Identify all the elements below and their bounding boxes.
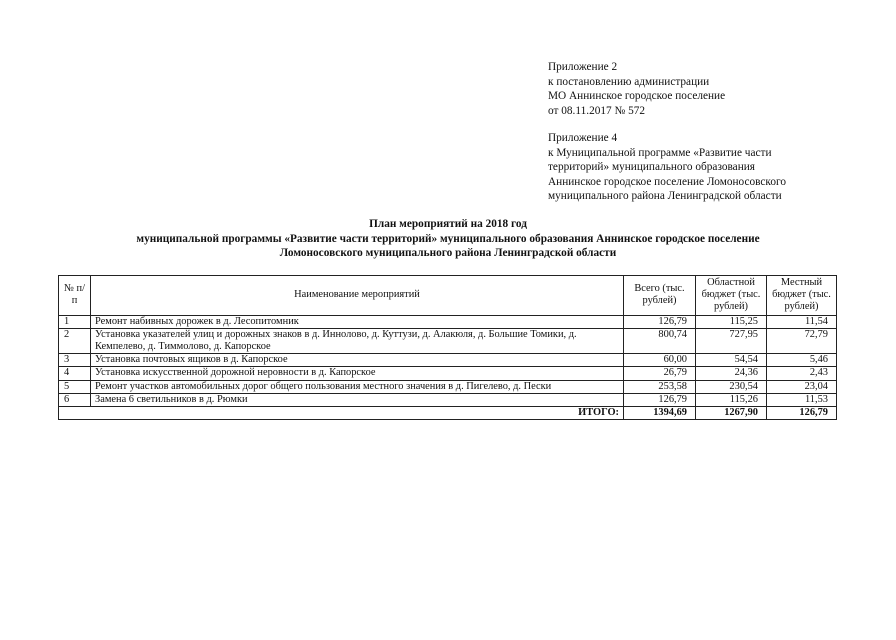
total-local: 126,79 [767, 407, 837, 420]
row-name: Установка указателей улиц и дорожных знаков в д. Иннолово, д. Куттузи, д. Алакюля, д. Большие Томики, д. Кемпелево, д. Тиммолово, д. Капорское [91, 328, 624, 353]
row-local: 72,79 [767, 328, 837, 353]
row-num: 4 [59, 367, 91, 380]
table-row [59, 354, 837, 367]
events-table [58, 275, 837, 420]
row-name: Установка почтовых ящиков в д. Капорское [91, 354, 624, 367]
row-num: 2 [59, 328, 91, 353]
row-local: 11,53 [767, 393, 837, 406]
table-row [59, 367, 837, 380]
row-num: 1 [59, 315, 91, 328]
appendix-4-line: Приложение 4 [548, 132, 618, 144]
row-name: Ремонт участков автомобильных дорог общего пользования местного значения в д. Пигелево, д. Пески [91, 380, 624, 393]
appendix-2-line: от 08.11.2017 № 572 [548, 104, 646, 117]
appendix-4-block [548, 131, 786, 204]
title-line: План мероприятий на 2018 год [369, 218, 527, 230]
table-row [59, 393, 837, 406]
table-header-row [59, 276, 837, 316]
row-local: 5,46 [767, 354, 837, 367]
appendix-4-line: муниципального района Ленинградской области [548, 190, 782, 203]
total-sum: 1394,69 [624, 407, 696, 420]
row-regional: 115,26 [696, 393, 767, 406]
title-line: муниципальной программы «Развитие части территорий» муниципального образования Аннинское городское поселение [136, 232, 760, 245]
row-regional: 54,54 [696, 354, 767, 367]
table-row [59, 315, 837, 328]
table-total-row [59, 407, 837, 420]
table-row [59, 328, 837, 353]
row-total: 126,79 [624, 315, 696, 328]
appendix-4-line: территорий» муниципального образования [548, 161, 755, 174]
appendix-4-line: Аннинское городское поселение Ломоносовского [548, 175, 786, 188]
header-local: Местный бюджет (тыс. рублей) [767, 276, 837, 316]
row-local: 2,43 [767, 367, 837, 380]
appendix-2-line: к постановлению администрации [548, 75, 710, 88]
total-regional: 1267,90 [696, 407, 767, 420]
row-total: 26,79 [624, 367, 696, 380]
header-num: № п/п [59, 276, 91, 316]
row-total: 60,00 [624, 354, 696, 367]
row-num: 5 [59, 380, 91, 393]
row-regional: 727,95 [696, 328, 767, 353]
document-title [40, 217, 856, 261]
appendix-2-line: МО Аннинское городское поселение [548, 90, 726, 103]
row-local: 23,04 [767, 380, 837, 393]
appendix-4-line: к Муниципальной программе «Развитие части [548, 146, 772, 159]
row-regional: 230,54 [696, 380, 767, 393]
appendix-2-line: Приложение 2 [548, 61, 618, 73]
header-name: Наименование мероприятий [91, 276, 624, 316]
row-local: 11,54 [767, 315, 837, 328]
row-regional: 24,36 [696, 367, 767, 380]
title-line: Ломоносовского муниципального района Ленинградской области [279, 247, 617, 259]
appendix-2-block [548, 60, 725, 118]
row-regional: 115,25 [696, 315, 767, 328]
row-num: 3 [59, 354, 91, 367]
total-label: ИТОГО: [59, 407, 624, 420]
row-num: 6 [59, 393, 91, 406]
row-total: 126,79 [624, 393, 696, 406]
header-total: Всего (тыс. рублей) [624, 276, 696, 316]
row-name: Установка искусственной дорожной неровности в д. Капорское [91, 367, 624, 380]
row-name: Замена 6 светильников в д. Рюмки [91, 393, 624, 406]
table-row [59, 380, 837, 393]
header-regional: Областной бюджет (тыс. рублей) [696, 276, 767, 316]
row-total: 800,74 [624, 328, 696, 353]
row-name: Ремонт набивных дорожек в д. Лесопитомник [91, 315, 624, 328]
row-total: 253,58 [624, 380, 696, 393]
